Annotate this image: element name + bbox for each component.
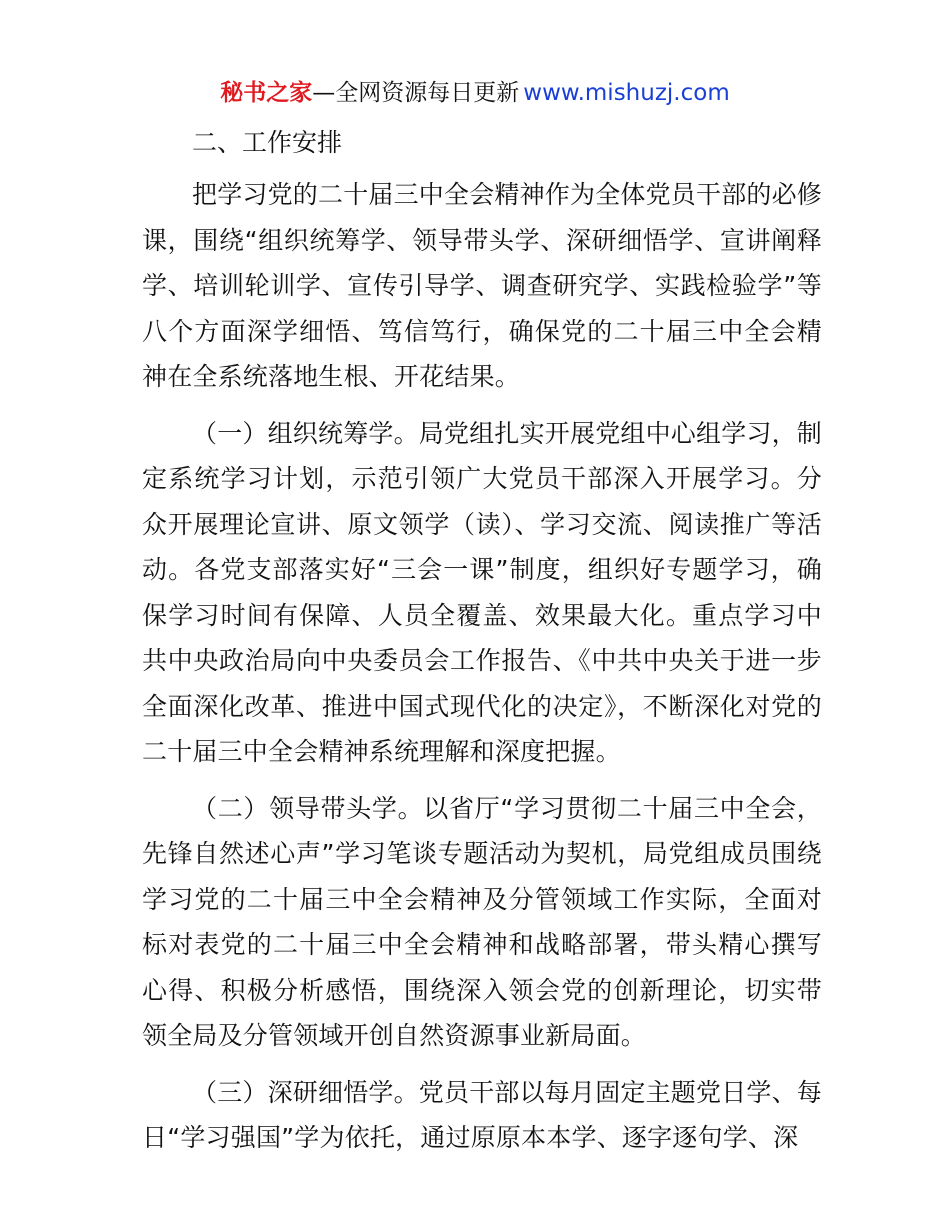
site-brand: 秘书之家 xyxy=(220,80,313,106)
paragraph-intro: 把学习党的二十届三中全会精神作为全体党员干部的必修课，围绕“组织统筹学、领导带头学、深研细悟学、宣讲阐释学、培训轮训学、宣传引导学、调查研究学、实践检验学”等八个方面深学细悟、笃信笃行，确保党的二十届三中全会精神在全系统落地生根、开花结果。 xyxy=(142,180,823,391)
site-header xyxy=(0,76,950,110)
section-heading: 二、工作安排 xyxy=(192,128,343,157)
paragraph-leader-study: （二）领导带头学。以省厅“学习贯彻二十届三中全会，先锋自然述心声”学习笔谈专题活动为契机，局党组成员围绕学习党的二十届三中全会精神及分管领域工作实际，全面对标对表党的二十届三中全会精神和战略部署，带头精心撰写心得、积极分析感悟，围绕深入领会党的创新理论，切实带领全局及分管领域开创自然资源事业新局面。 xyxy=(142,793,822,1050)
document-body xyxy=(142,120,822,1172)
site-tagline: —全网资源每日更新 xyxy=(312,80,520,106)
site-url-link[interactable]: www.mishuzj.com xyxy=(523,80,730,106)
paragraph-deep-study: （三）深研细悟学。党员干部以每月固定主题党日学、每日“学习强国”学为依托，通过原原本本学、逐字逐句学、深 xyxy=(142,1077,823,1152)
paragraph-organize-study: （一）组织统筹学。局党组扎实开展党组中心组学习，制定系统学习计划，示范引领广大党员干部深入开展学习。分众开展理论宣讲、原文领学（读）、学习交流、阅读推广等活动。各党支部落实好“三会一课”制度，组织好专题学习，确保学习时间有保障、人员全覆盖、效果最大化。重点学习中共中央政治局向中央委员会工作报告、《中共中央关于进一步全面深化改革、推进中国式现代化的决定》，不断深化对党的二十届三中全会精神系统理解和深度把握。 xyxy=(142,418,823,766)
